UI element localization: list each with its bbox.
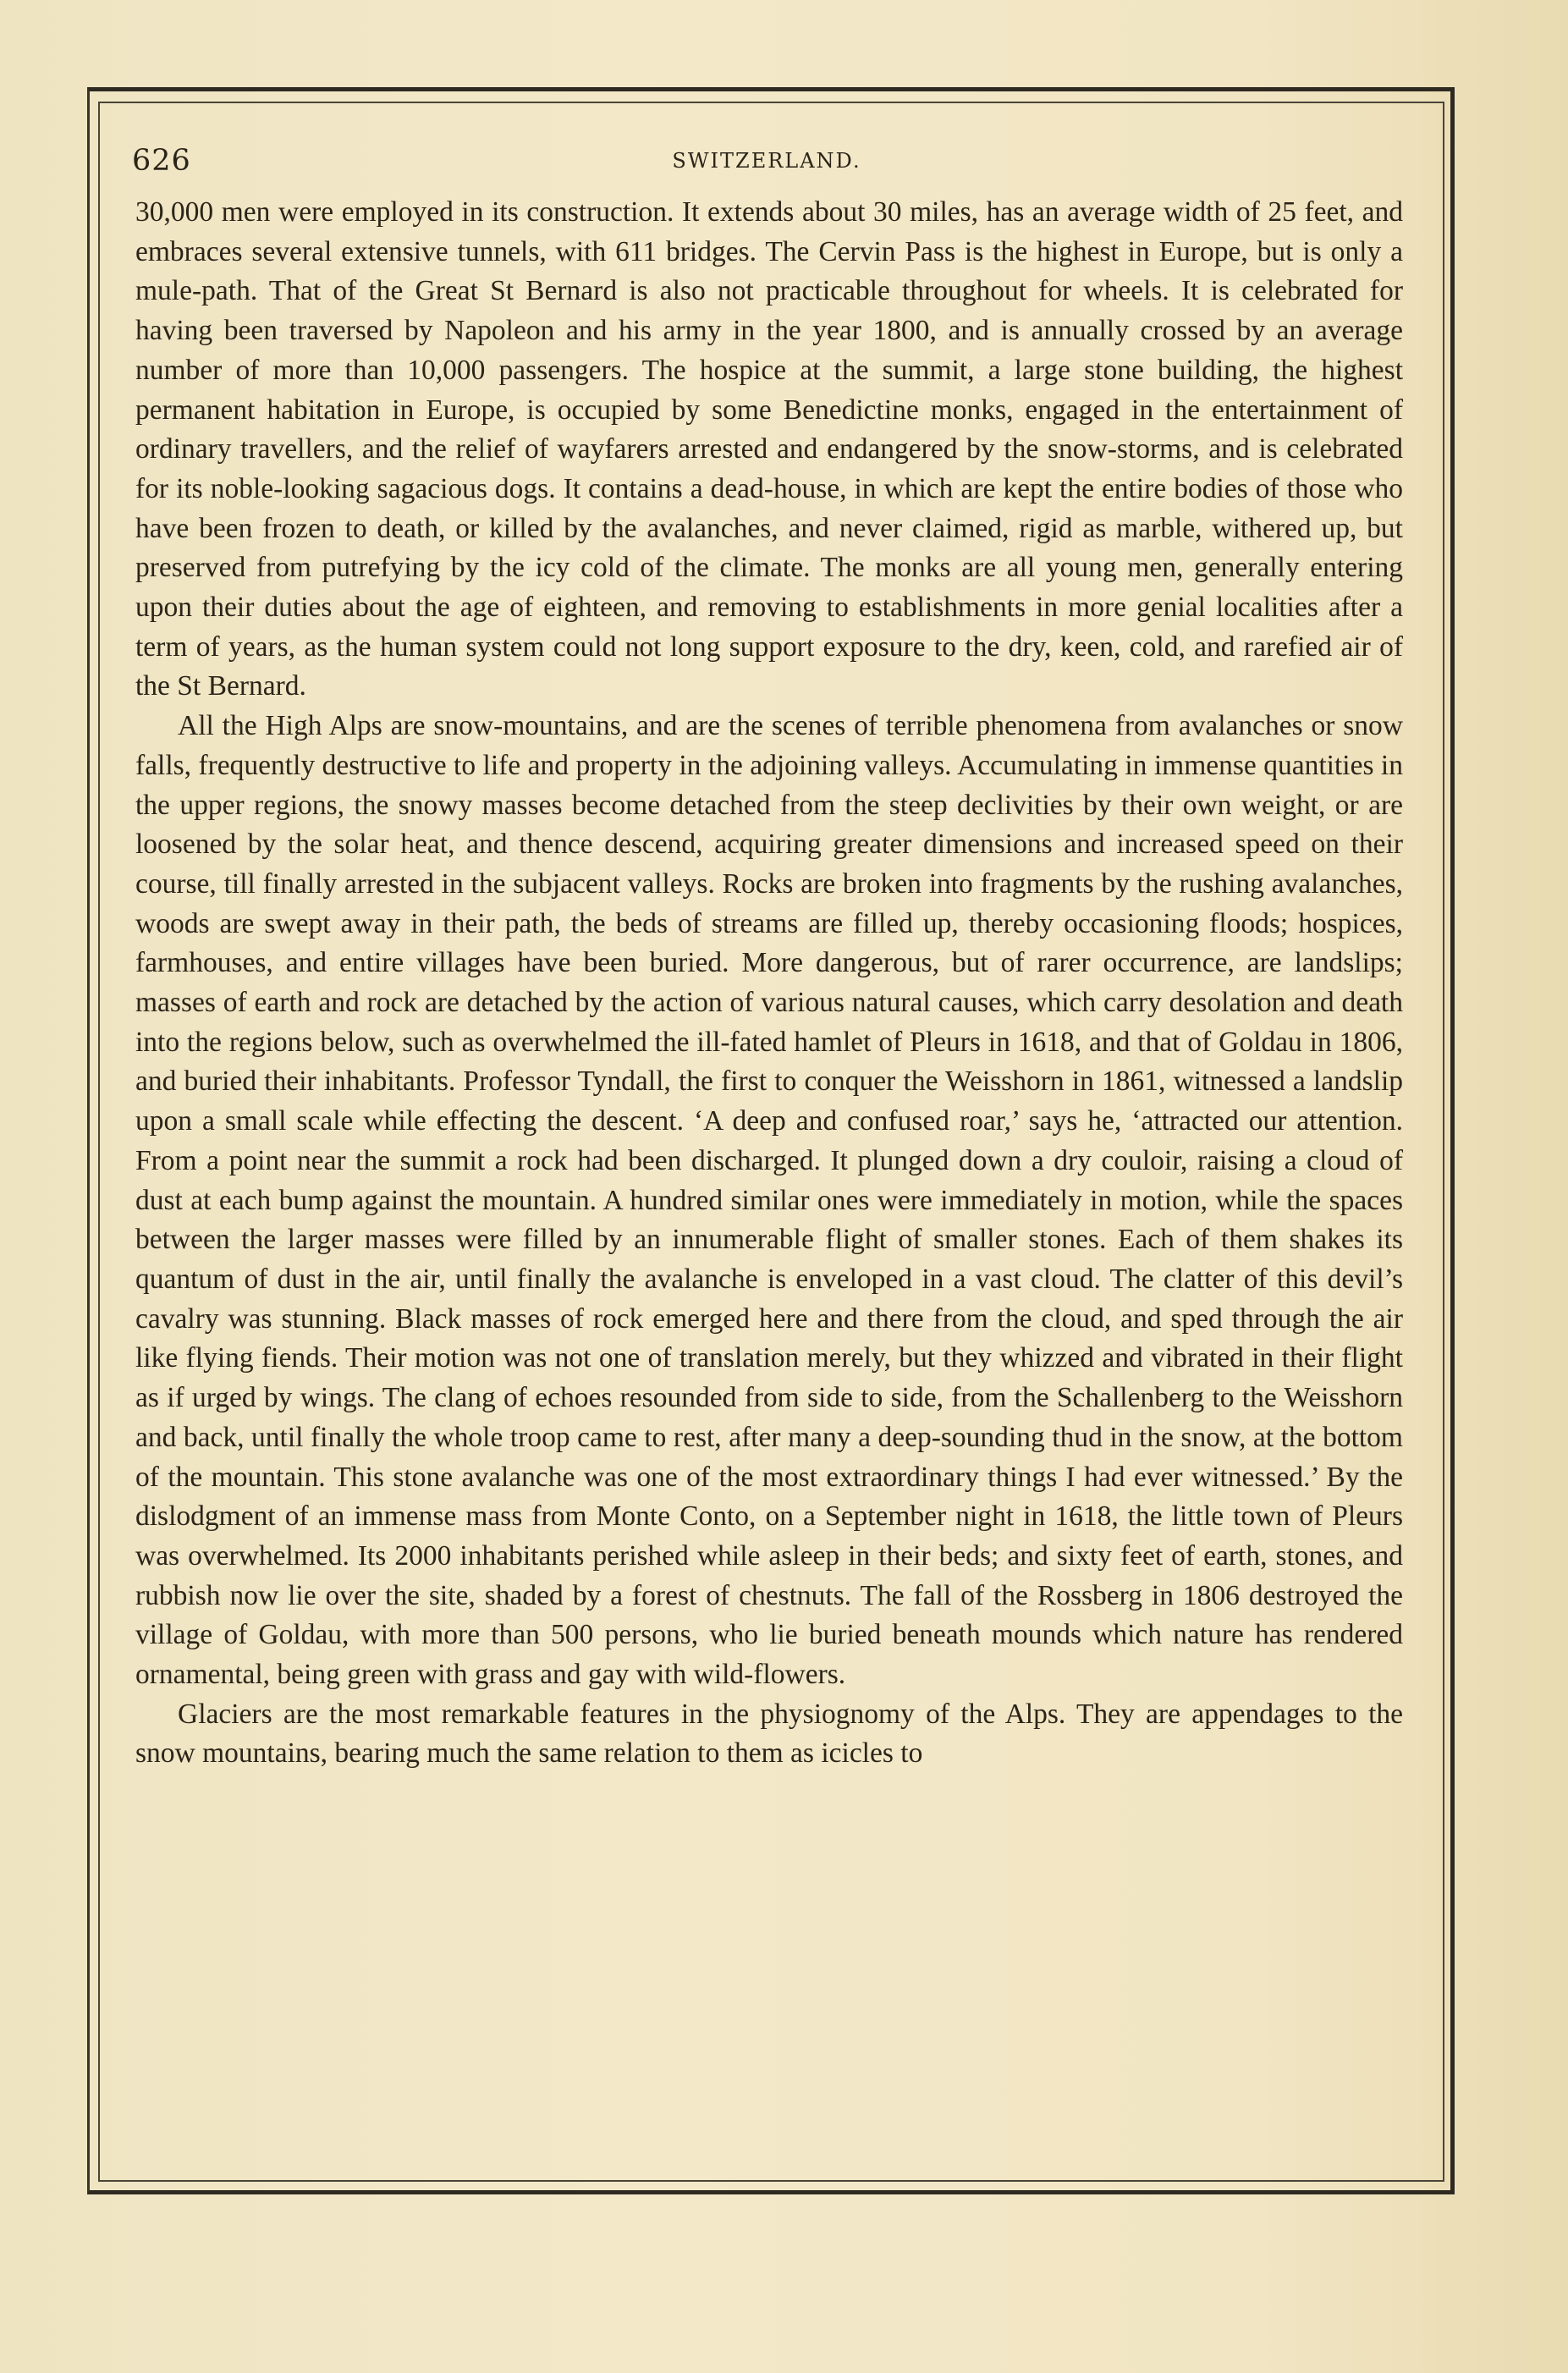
page-header <box>132 144 1401 195</box>
paragraph-avalanches: All the High Alps are snow-mountains, and are the scenes of terrible phenomena from avalanches or snow falls, frequently destructive to life and property in the adjoining valleys. Accumulating in immense quantities in the upper regions, the snowy masses become detached from the steep declivities by their own weight, or are loosened by the solar heat, and thence descend, acquiring greater dimensions and increased speed on their course, till finally arrested in the subjacent valleys. Rocks are broken into fragments by the rushing avalanches, woods are swept away in their path, the beds of streams are filled up, thereby occasioning floods; hospices, farmhouses, and entire villages have been buried. More dangerous, but of rarer occurrence, are landslips; masses of earth and rock are detached by the action of various natural causes, which carry desolation and death into the regions below, such as overwhelmed the ill-fated hamlet of Pleurs in 1618, and that of Goldau in 1806, and buried their inhabitants. Professor Tyndall, the first to conquer the Weisshorn in 1861, witnessed a landslip upon a small scale while effecting the descent. ‘A deep and confused roar,’ says he, ‘attracted our attention. From a point near the summit a rock had been discharged. It plunged down a dry couloir, raising a cloud of dust at each bump against the mountain. A hundred similar ones were immediately in motion, while the spaces between the larger masses were filled by an innumerable flight of smaller stones. Each of them shakes its quantum of dust in the air, until finally the avalanche is enveloped in a vast cloud. The clatter of this devil’s cavalry was stunning. Black masses of rock emerged here and there from the cloud, and sped through the air like flying fiends. Their motion was not one of translation merely, but they whizzed and vibrated in their flight as if urged by wings. The clang of echoes resounded from side to side, from the Schallenberg to the Weisshorn and back, until finally the whole troop came to rest, after many a deep-sounding thud in the snow, at the bottom of the mountain. This stone avalanche was one of the most extraordinary things I had ever witnessed.’ By the dislodgment of an immense mass from Monte Conto, on a September night in 1618, the little town of Pleurs was overwhelmed. Its 2000 inhabitants perished while asleep in their beds; and sixty feet of earth, stones, and rubbish now lie over the site, shaded by a forest of chestnuts. The fall of the Rossberg in 1806 destroyed the village of Goldau, with more than 500 persons, who lie buried beneath mounds which nature has rendered ornamental, being green with grass and gay with wild-flowers. <box>135 710 1403 1691</box>
page-number: 626 <box>132 144 191 178</box>
paragraph-glaciers: Glaciers are the most remarkable features in the physiognomy of the Alps. They are appendages to the snow mountains, bearing much the same relation to them as icicles to <box>135 1698 1403 1770</box>
paragraph-hospice: 30,000 men were employed in its construction. It extends about 30 miles, has an average width of 25 feet, and embraces several extensive tunnels, with 611 bridges. The Cervin Pass is the highest in Europe, but is only a mule-path. That of the Great St Bernard is also not practicable throughout for wheels. It is celebrated for having been traversed by Napoleon and his army in the year 1800, and is annually crossed by an average number of more than 10,000 passengers. The hospice at the summit, a large stone building, the highest permanent habitation in Europe, is occupied by some Benedictine monks, engaged in the entertainment of ordinary travellers, and the relief of wayfarers arrested and endangered by the snow-storms, and is celebrated for its noble-looking sagacious dogs. It contains a dead-house, in which are kept the entire bodies of those who have been frozen to death, or killed by the avalanches, and never claimed, rigid as marble, withered up, but preserved from putrefying by the icy cold of the climate. The monks are all young men, generally entering upon their duties about the age of eighteen, and removing to establishments in more genial localities after a term of years, as the human system could not long support exposure to the dry, keen, cold, and rarefied air of the St Bernard. <box>135 196 1403 702</box>
running-head: SWITZERLAND. <box>672 149 861 173</box>
body-text <box>135 193 1403 1774</box>
